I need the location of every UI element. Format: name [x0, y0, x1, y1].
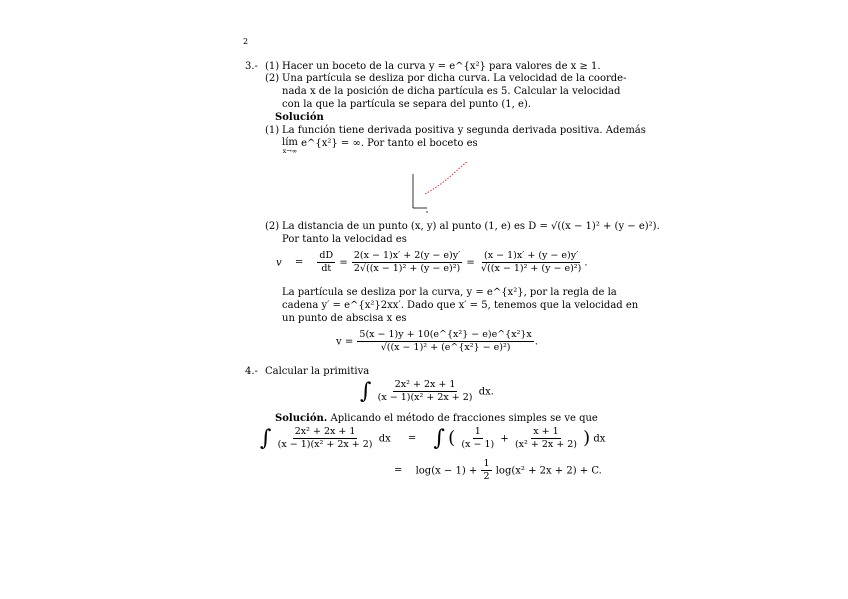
solution-4 [275, 413, 598, 426]
item-2-label: (2) [265, 73, 280, 84]
final-velocity: v = $\frac{\text{5(x − 1)y + 10(e\textasciicircum{}\{x²\} − e)e\textasciicircum{}\{x²\}x}}{\text{√((x − 1)² + (e\textasciicircum{}\{x²\} − e)²)}}$ . [336, 329, 538, 354]
solution-1-line-2: lím x→∞ e^{x²} = ∞. Por tanto el boceto es [282, 137, 478, 155]
solution-2-label: (2) [265, 221, 280, 232]
solution-2-line-1: La distancia de un punto (x, y) al punto (1, e) es D = √((x − 1)² + (y − e)²). [282, 221, 660, 232]
decomposition-line-1: ∫ $\frac{\text{2x² + 2x + 1}}{\text{(x − 1)(x² + 2x + 2)}}$ dx = ∫ ( $\frac{1}{(x - 1)}$ + $\frac{x + 1}{\text{(x² + 2x + 2)}}$ ) dx [260, 425, 606, 451]
solution-4-heading: Solución. [275, 413, 328, 424]
integral-sign: ∫ [433, 425, 445, 451]
problem-4-number: 4.- [245, 366, 258, 377]
half-frac: $\frac{1}{2}$ [483, 458, 490, 483]
lhs-frac: $\frac{\text{2x² + 2x + 1}}{\text{(x − 1)(x² + 2x + 2)}}$ [277, 426, 373, 451]
solution-1-label: (1) [265, 125, 280, 136]
item-1-text: Hacer un boceto de la curva y = e^{x²} para valores de x ≥ 1. [282, 61, 601, 72]
sketch-tick [426, 211, 427, 212]
solution-heading: Solución [275, 112, 324, 123]
decomposition-line-2: = log(x − 1) + $\frac{1}{2}$ log(x² + 2x + 2) + C. [394, 458, 602, 483]
partial-frac-1: $\frac{1}{(x - 1)}$ [461, 426, 495, 451]
paragraph-line-1: La partícula se desliza por la curva, y = e^{x²}, por la regla de la [282, 287, 617, 298]
solution-1-line-1: La función tiene derivada positiva y segunda derivada positiva. Además [282, 125, 646, 136]
curve-sketch [405, 160, 475, 218]
solution-4-text: Aplicando el método de fracciones simples se ve que [330, 413, 598, 424]
velocity-frac-1: $\frac{dD}{dt}$ [319, 250, 334, 275]
item-2-line-3: con la que la partícula se separa del punto (1, e). [282, 99, 531, 110]
integral-sign: ∫ [360, 378, 372, 404]
problem-3-number: 3.- [245, 61, 258, 72]
item-1-label: (1) [265, 61, 280, 72]
partial-frac-2: $\frac{x + 1}{\text{(x² + 2x + 2)}}$ [514, 426, 577, 451]
velocity-lhs: v [276, 257, 282, 269]
limit-operator: lím x→∞ [282, 137, 298, 155]
item-2-line-1: Una partícula se desliza por dicha curva. La velocidad de la coorde- [282, 73, 627, 84]
velocity-frac-2: $\frac{2(x - 1)x' + 2(y - e)y'}{\text{2√((x − 1)² + (y − e)²)}}$ [353, 250, 461, 275]
primitive-integral: ∫ $\frac{\text{2x² + 2x + 1}}{\text{(x − 1)(x² + 2x + 2)}}$ dx. [360, 378, 494, 404]
primitive-frac: $\frac{\text{2x² + 2x + 1}}{\text{(x − 1)(x² + 2x + 2)}}$ [377, 379, 473, 404]
velocity-equation: v = $\frac{dD}{dt}$ = $\frac{2(x - 1)x' + 2(y - e)y'}{\text{2√((x − 1)² + (y − e)²)}}$ = $\frac{(x - 1)x' + (y - e)y'}{\text{√((x − 1)² + (y − e)²)}}$ . [276, 250, 588, 275]
paragraph-line-3: un punto de abscisa x es [282, 313, 407, 324]
sketch-curve [425, 162, 467, 194]
solution-2-line-2: Por tanto la velocidad es [282, 234, 407, 245]
item-2-line-2: nada x de la posición de dicha partícula es 5. Calcular la velocidad [282, 86, 621, 97]
final-velocity-frac: $\frac{\text{5(x − 1)y + 10(e\textasciicircum{}\{x²\} − e)e\textasciicircum{}\{x²\}x}}{\text{√((x − 1)² + (e\textasciicircum{}\{x²\} − e)²)}}$ [359, 329, 532, 354]
page-number: 2 [243, 37, 249, 46]
problem-4-text: Calcular la primitiva [265, 366, 370, 377]
paragraph-line-2: cadena y′ = e^{x²}2xx′. Dado que x′ = 5, tenemos que la velocidad en [282, 300, 639, 311]
integral-sign: ∫ [260, 425, 272, 451]
velocity-frac-3: $\frac{(x - 1)x' + (y - e)y'}{\text{√((x − 1)² + (y − e)²)}}$ [481, 250, 582, 275]
